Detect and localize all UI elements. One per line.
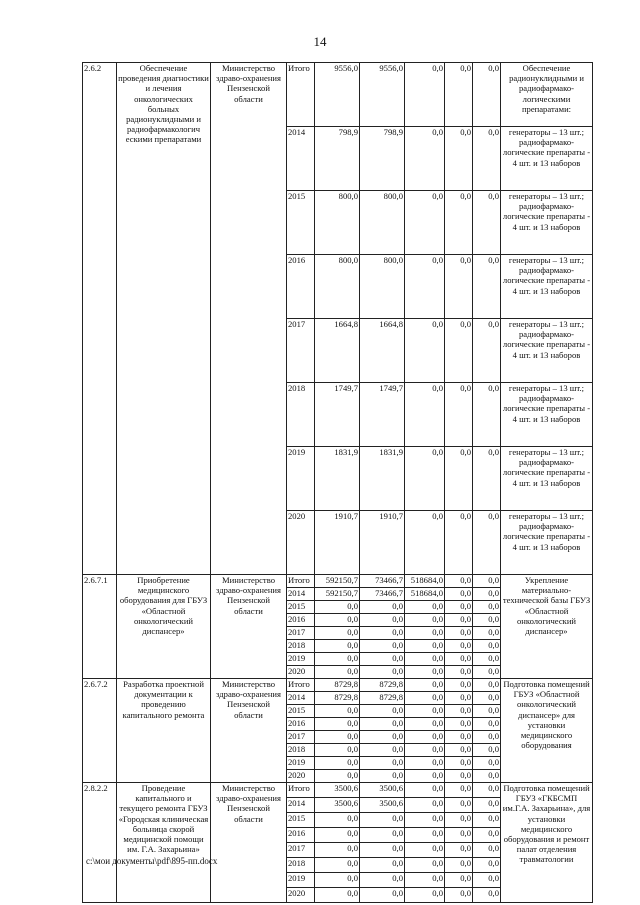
local-budget-cell: 0,0 (445, 511, 473, 575)
regional-budget-cell: 0,0 (360, 873, 405, 888)
federal-budget-cell: 0,0 (405, 744, 445, 757)
other-sources-cell: 0,0 (473, 705, 501, 718)
local-budget-cell: 0,0 (445, 666, 473, 679)
regional-budget-cell: 0,0 (360, 640, 405, 653)
measure-name: Проведение капитального и текущего ремонта ГБУЗ «Городская клиническая больница скорой медицинской помощи им. Г.А. Захарьина» (117, 783, 211, 903)
total-cell: 0,0 (315, 744, 360, 757)
year-cell: 2018 (287, 858, 315, 873)
federal-budget-cell: 0,0 (405, 873, 445, 888)
local-budget-cell: 0,0 (445, 679, 473, 692)
expected-result: Подготовка помещений ГБУЗ «ГКБСМП им.Г.А. Захарьина», для установки медицинского оборудования и ремонт палат отделения травматологии (501, 783, 593, 903)
year-cell: 2019 (287, 757, 315, 770)
local-budget-cell: 0,0 (445, 692, 473, 705)
regional-budget-cell: 0,0 (360, 731, 405, 744)
total-cell: 0,0 (315, 858, 360, 873)
other-sources-cell: 0,0 (473, 770, 501, 783)
federal-budget-cell: 0,0 (405, 319, 445, 383)
total-cell: 1664,8 (315, 319, 360, 383)
total-cell: 9556,0 (315, 63, 360, 127)
other-sources-cell: 0,0 (473, 383, 501, 447)
other-sources-cell: 0,0 (473, 614, 501, 627)
other-sources-cell: 0,0 (473, 813, 501, 828)
regional-budget-cell: 1749,7 (360, 383, 405, 447)
local-budget-cell: 0,0 (445, 828, 473, 843)
federal-budget-cell: 0,0 (405, 127, 445, 191)
regional-budget-cell: 8729,8 (360, 679, 405, 692)
total-cell: 0,0 (315, 843, 360, 858)
federal-budget-cell: 0,0 (405, 731, 445, 744)
other-sources-cell: 0,0 (473, 666, 501, 679)
federal-budget-cell: 0,0 (405, 614, 445, 627)
federal-budget-cell: 0,0 (405, 255, 445, 319)
federal-budget-cell: 0,0 (405, 679, 445, 692)
federal-budget-cell: 0,0 (405, 383, 445, 447)
expected-result: генераторы – 13 шт.; радиофармако-логические препараты - 4 шт. и 13 наборов (501, 255, 593, 319)
federal-budget-cell: 0,0 (405, 783, 445, 798)
footer-file-path: c:\мои документы\pdf\895-пп.docx (86, 856, 218, 866)
other-sources-cell: 0,0 (473, 718, 501, 731)
other-sources-cell: 0,0 (473, 255, 501, 319)
regional-budget-cell: 0,0 (360, 888, 405, 903)
federal-budget-cell: 0,0 (405, 653, 445, 666)
regional-budget-cell: 0,0 (360, 757, 405, 770)
total-cell: 0,0 (315, 888, 360, 903)
local-budget-cell: 0,0 (445, 191, 473, 255)
local-budget-cell: 0,0 (445, 783, 473, 798)
local-budget-cell: 0,0 (445, 575, 473, 588)
responsible-executor: Министерство здраво-охранения Пензенской области (211, 63, 287, 575)
year-cell: Итого (287, 575, 315, 588)
year-cell: 2017 (287, 319, 315, 383)
year-cell: 2014 (287, 798, 315, 813)
regional-budget-cell: 73466,7 (360, 575, 405, 588)
other-sources-cell: 0,0 (473, 653, 501, 666)
local-budget-cell: 0,0 (445, 757, 473, 770)
table-row (83, 575, 593, 588)
local-budget-cell: 0,0 (445, 383, 473, 447)
total-cell: 798,9 (315, 127, 360, 191)
total-cell: 0,0 (315, 640, 360, 653)
regional-budget-cell: 3500,6 (360, 783, 405, 798)
other-sources-cell: 0,0 (473, 828, 501, 843)
local-budget-cell: 0,0 (445, 653, 473, 666)
table-row (83, 679, 593, 692)
program-table (82, 62, 593, 903)
federal-budget-cell: 0,0 (405, 843, 445, 858)
local-budget-cell: 0,0 (445, 858, 473, 873)
federal-budget-cell: 0,0 (405, 627, 445, 640)
local-budget-cell: 0,0 (445, 731, 473, 744)
other-sources-cell: 0,0 (473, 640, 501, 653)
total-cell: 1910,7 (315, 511, 360, 575)
federal-budget-cell: 0,0 (405, 447, 445, 511)
regional-budget-cell: 1831,9 (360, 447, 405, 511)
expected-result: Подготовка помещений ГБУЗ «Областной онкологический диспансер» для установки медицинского оборудования (501, 679, 593, 783)
regional-budget-cell: 0,0 (360, 744, 405, 757)
table-row (83, 783, 593, 798)
other-sources-cell: 0,0 (473, 447, 501, 511)
other-sources-cell: 0,0 (473, 873, 501, 888)
other-sources-cell: 0,0 (473, 575, 501, 588)
total-cell: 8729,8 (315, 679, 360, 692)
expected-result: Укрепление материально-технической базы ГБУЗ «Областной онкологический диспансер» (501, 575, 593, 679)
total-cell: 0,0 (315, 718, 360, 731)
total-cell: 0,0 (315, 705, 360, 718)
other-sources-cell: 0,0 (473, 601, 501, 614)
year-cell: 2016 (287, 718, 315, 731)
total-cell: 592150,7 (315, 575, 360, 588)
expected-result: генераторы – 13 шт.; радиофармако-логические препараты - 4 шт. и 13 наборов (501, 127, 593, 191)
federal-budget-cell: 518684,0 (405, 588, 445, 601)
other-sources-cell: 0,0 (473, 798, 501, 813)
year-cell: 2015 (287, 191, 315, 255)
total-cell: 0,0 (315, 828, 360, 843)
regional-budget-cell: 0,0 (360, 627, 405, 640)
regional-budget-cell: 9556,0 (360, 63, 405, 127)
regional-budget-cell: 0,0 (360, 828, 405, 843)
year-cell: 2015 (287, 705, 315, 718)
other-sources-cell: 0,0 (473, 757, 501, 770)
year-cell: 2017 (287, 731, 315, 744)
total-cell: 0,0 (315, 653, 360, 666)
measure-name: Обеспечение проведения диагностики и лечения онкологических больных радионуклидными и радиофармакологич ескими препаратами (117, 63, 211, 575)
total-cell: 800,0 (315, 255, 360, 319)
regional-budget-cell: 800,0 (360, 191, 405, 255)
expected-result: Обеспечение радионуклидными и радиофармако-логическими препаратами: (501, 63, 593, 127)
other-sources-cell: 0,0 (473, 858, 501, 873)
responsible-executor: Министерство здраво-охранения Пензенской области (211, 783, 287, 903)
total-cell: 8729,8 (315, 692, 360, 705)
year-cell: Итого (287, 63, 315, 127)
federal-budget-cell: 0,0 (405, 705, 445, 718)
local-budget-cell: 0,0 (445, 319, 473, 383)
federal-budget-cell: 0,0 (405, 718, 445, 731)
measure-name: Разработка проектной документации к проведению капитального ремонта (117, 679, 211, 783)
other-sources-cell: 0,0 (473, 191, 501, 255)
federal-budget-cell: 518684,0 (405, 575, 445, 588)
total-cell: 0,0 (315, 627, 360, 640)
other-sources-cell: 0,0 (473, 888, 501, 903)
local-budget-cell: 0,0 (445, 588, 473, 601)
other-sources-cell: 0,0 (473, 679, 501, 692)
year-cell: 2019 (287, 873, 315, 888)
year-cell: 2014 (287, 692, 315, 705)
year-cell: 2019 (287, 653, 315, 666)
expected-result: генераторы – 13 шт.; радиофармако-логические препараты - 4 шт. и 13 наборов (501, 319, 593, 383)
year-cell: 2015 (287, 813, 315, 828)
other-sources-cell: 0,0 (473, 731, 501, 744)
regional-budget-cell: 3500,6 (360, 798, 405, 813)
row-number: 2.6.7.1 (83, 575, 117, 679)
year-cell: 2017 (287, 627, 315, 640)
regional-budget-cell: 0,0 (360, 843, 405, 858)
year-cell: Итого (287, 679, 315, 692)
year-cell: 2014 (287, 127, 315, 191)
regional-budget-cell: 800,0 (360, 255, 405, 319)
other-sources-cell: 0,0 (473, 744, 501, 757)
regional-budget-cell: 73466,7 (360, 588, 405, 601)
other-sources-cell: 0,0 (473, 588, 501, 601)
year-cell: 2014 (287, 588, 315, 601)
federal-budget-cell: 0,0 (405, 63, 445, 127)
year-cell: 2016 (287, 255, 315, 319)
regional-budget-cell: 0,0 (360, 614, 405, 627)
year-cell: 2019 (287, 447, 315, 511)
total-cell: 592150,7 (315, 588, 360, 601)
regional-budget-cell: 0,0 (360, 666, 405, 679)
federal-budget-cell: 0,0 (405, 757, 445, 770)
year-cell: 2020 (287, 770, 315, 783)
row-number: 2.6.7.2 (83, 679, 117, 783)
federal-budget-cell: 0,0 (405, 798, 445, 813)
year-cell: 2018 (287, 383, 315, 447)
federal-budget-cell: 0,0 (405, 888, 445, 903)
local-budget-cell: 0,0 (445, 744, 473, 757)
total-cell: 0,0 (315, 770, 360, 783)
local-budget-cell: 0,0 (445, 843, 473, 858)
other-sources-cell: 0,0 (473, 63, 501, 127)
responsible-executor: Министерство здраво-охранения Пензенской области (211, 679, 287, 783)
expected-result: генераторы – 13 шт.; радиофармако-логические препараты - 4 шт. и 13 наборов (501, 511, 593, 575)
federal-budget-cell: 0,0 (405, 692, 445, 705)
total-cell: 3500,6 (315, 783, 360, 798)
page-number: 14 (313, 34, 327, 49)
local-budget-cell: 0,0 (445, 798, 473, 813)
regional-budget-cell: 798,9 (360, 127, 405, 191)
federal-budget-cell: 0,0 (405, 511, 445, 575)
regional-budget-cell: 1664,8 (360, 319, 405, 383)
year-cell: 2018 (287, 744, 315, 757)
local-budget-cell: 0,0 (445, 718, 473, 731)
total-cell: 1749,7 (315, 383, 360, 447)
year-cell: 2020 (287, 888, 315, 903)
other-sources-cell: 0,0 (473, 843, 501, 858)
local-budget-cell: 0,0 (445, 63, 473, 127)
regional-budget-cell: 0,0 (360, 718, 405, 731)
local-budget-cell: 0,0 (445, 601, 473, 614)
total-cell: 0,0 (315, 601, 360, 614)
table-row (83, 63, 593, 127)
federal-budget-cell: 0,0 (405, 666, 445, 679)
year-cell: 2017 (287, 843, 315, 858)
regional-budget-cell: 0,0 (360, 705, 405, 718)
local-budget-cell: 0,0 (445, 627, 473, 640)
total-cell: 0,0 (315, 666, 360, 679)
regional-budget-cell: 0,0 (360, 770, 405, 783)
row-number: 2.6.2 (83, 63, 117, 575)
local-budget-cell: 0,0 (445, 640, 473, 653)
expected-result: генераторы – 13 шт.; радиофармако-логические препараты - 4 шт. и 13 наборов (501, 383, 593, 447)
year-cell: Итого (287, 783, 315, 798)
total-cell: 0,0 (315, 731, 360, 744)
total-cell: 3500,6 (315, 798, 360, 813)
total-cell: 0,0 (315, 614, 360, 627)
other-sources-cell: 0,0 (473, 511, 501, 575)
responsible-executor: Министерство здраво-охранения Пензенской области (211, 575, 287, 679)
regional-budget-cell: 8729,8 (360, 692, 405, 705)
federal-budget-cell: 0,0 (405, 770, 445, 783)
federal-budget-cell: 0,0 (405, 858, 445, 873)
total-cell: 0,0 (315, 813, 360, 828)
measure-name: Приобретение медицинского оборудования для ГБУЗ «Областной онкологический диспансер» (117, 575, 211, 679)
year-cell: 2016 (287, 828, 315, 843)
total-cell: 0,0 (315, 873, 360, 888)
expected-result: генераторы – 13 шт.; радиофармако-логические препараты - 4 шт. и 13 наборов (501, 447, 593, 511)
year-cell: 2018 (287, 640, 315, 653)
federal-budget-cell: 0,0 (405, 828, 445, 843)
local-budget-cell: 0,0 (445, 255, 473, 319)
total-cell: 1831,9 (315, 447, 360, 511)
local-budget-cell: 0,0 (445, 873, 473, 888)
total-cell: 0,0 (315, 757, 360, 770)
other-sources-cell: 0,0 (473, 783, 501, 798)
federal-budget-cell: 0,0 (405, 640, 445, 653)
regional-budget-cell: 0,0 (360, 858, 405, 873)
expected-result: генераторы – 13 шт.; радиофармако-логические препараты - 4 шт. и 13 наборов (501, 191, 593, 255)
row-number: 2.8.2.2 (83, 783, 117, 903)
total-cell: 800,0 (315, 191, 360, 255)
local-budget-cell: 0,0 (445, 447, 473, 511)
year-cell: 2020 (287, 511, 315, 575)
local-budget-cell: 0,0 (445, 127, 473, 191)
year-cell: 2020 (287, 666, 315, 679)
local-budget-cell: 0,0 (445, 770, 473, 783)
regional-budget-cell: 0,0 (360, 653, 405, 666)
other-sources-cell: 0,0 (473, 127, 501, 191)
local-budget-cell: 0,0 (445, 705, 473, 718)
other-sources-cell: 0,0 (473, 692, 501, 705)
federal-budget-cell: 0,0 (405, 191, 445, 255)
local-budget-cell: 0,0 (445, 813, 473, 828)
regional-budget-cell: 1910,7 (360, 511, 405, 575)
federal-budget-cell: 0,0 (405, 813, 445, 828)
regional-budget-cell: 0,0 (360, 813, 405, 828)
year-cell: 2016 (287, 614, 315, 627)
local-budget-cell: 0,0 (445, 888, 473, 903)
other-sources-cell: 0,0 (473, 627, 501, 640)
local-budget-cell: 0,0 (445, 614, 473, 627)
year-cell: 2015 (287, 601, 315, 614)
federal-budget-cell: 0,0 (405, 601, 445, 614)
regional-budget-cell: 0,0 (360, 601, 405, 614)
other-sources-cell: 0,0 (473, 319, 501, 383)
